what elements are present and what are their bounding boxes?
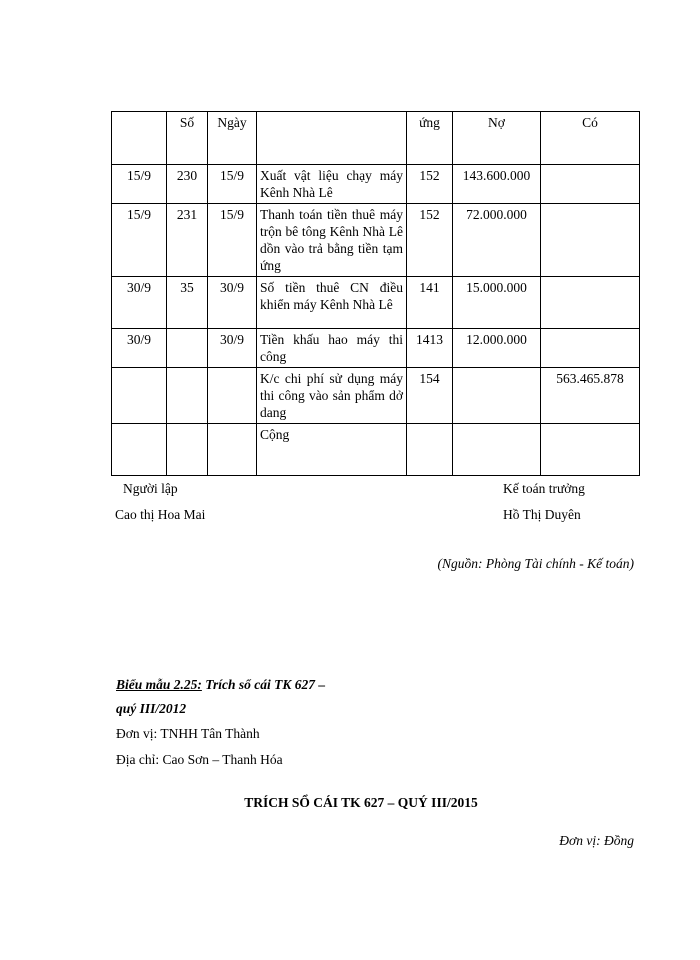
table-cell: 563.465.878 bbox=[541, 368, 640, 424]
table-cell bbox=[167, 368, 208, 424]
ledger-title: TRÍCH SỔ CÁI TK 627 – QUÝ III/2015 bbox=[244, 795, 478, 810]
form-label: Biểu mẫu 2.25: bbox=[116, 677, 202, 692]
table-cell: Số tiền thuê CN điều khiển máy Kênh Nhà Lê bbox=[257, 277, 407, 329]
table-cell: 152 bbox=[407, 165, 453, 204]
table-cell bbox=[453, 424, 541, 476]
table-row bbox=[112, 368, 640, 424]
table-cell: 154 bbox=[407, 368, 453, 424]
table-cell bbox=[208, 368, 257, 424]
table-cell: 231 bbox=[167, 204, 208, 277]
table-cell: 15/9 bbox=[208, 204, 257, 277]
table-cell: 12.000.000 bbox=[453, 329, 541, 368]
table-cell: 152 bbox=[407, 204, 453, 277]
table-cell: 230 bbox=[167, 165, 208, 204]
table-cell bbox=[541, 277, 640, 329]
table-cell: 30/9 bbox=[112, 329, 167, 368]
table-cell bbox=[208, 424, 257, 476]
header-cell bbox=[257, 112, 407, 165]
form-title-rest: Trích sổ cái TK 627 – bbox=[201, 677, 326, 692]
preparer-name: Cao thị Hoa Mai bbox=[115, 507, 206, 522]
currency-unit: Đơn vị: Đồng bbox=[559, 833, 634, 848]
header-cell bbox=[112, 112, 167, 165]
chief-accountant-title: Kế toán trưởng bbox=[503, 481, 585, 496]
table-cell bbox=[541, 424, 640, 476]
source-note: (Nguồn: Phòng Tài chính - Kế toán) bbox=[437, 556, 634, 571]
table-cell: 15/9 bbox=[208, 165, 257, 204]
table-cell bbox=[541, 165, 640, 204]
table-row bbox=[112, 204, 640, 277]
table-cell bbox=[453, 368, 541, 424]
table-cell: 143.600.000 bbox=[453, 165, 541, 204]
table-cell: 15/9 bbox=[112, 204, 167, 277]
company-unit: Đơn vị: TNHH Tân Thành bbox=[116, 726, 260, 741]
table-cell: Cộng bbox=[257, 424, 407, 476]
table-header-row bbox=[112, 112, 640, 165]
table-row bbox=[112, 329, 640, 368]
ledger-table bbox=[111, 111, 640, 476]
header-cell: Ngày bbox=[208, 112, 257, 165]
table-cell: Tiền khấu hao máy thi công bbox=[257, 329, 407, 368]
header-cell: Số bbox=[167, 112, 208, 165]
company-address: Địa chỉ: Cao Sơn – Thanh Hóa bbox=[116, 752, 283, 767]
header-cell: Có bbox=[541, 112, 640, 165]
form-title bbox=[116, 677, 325, 693]
table-cell: 15.000.000 bbox=[453, 277, 541, 329]
form-title-line2: quý III/2012 bbox=[116, 701, 187, 716]
header-cell: ứng bbox=[407, 112, 453, 165]
preparer-title: Người lập bbox=[123, 481, 178, 496]
table-cell: 141 bbox=[407, 277, 453, 329]
table-cell: Xuất vật liệu chạy máy Kênh Nhà Lê bbox=[257, 165, 407, 204]
table-row bbox=[112, 277, 640, 329]
table-row-total bbox=[112, 424, 640, 476]
table-cell bbox=[541, 204, 640, 277]
table-cell: 30/9 bbox=[208, 277, 257, 329]
table-cell: 30/9 bbox=[208, 329, 257, 368]
table-cell: 30/9 bbox=[112, 277, 167, 329]
chief-accountant-name: Hồ Thị Duyên bbox=[503, 507, 581, 522]
header-cell: Nợ bbox=[453, 112, 541, 165]
table-cell bbox=[112, 368, 167, 424]
table-row bbox=[112, 165, 640, 204]
table-cell: K/c chi phí sử dụng máy thi công vào sản phẩm dở dang bbox=[257, 368, 407, 424]
table-cell bbox=[407, 424, 453, 476]
table-cell: 15/9 bbox=[112, 165, 167, 204]
table-cell bbox=[541, 329, 640, 368]
table-cell: 35 bbox=[167, 277, 208, 329]
table-cell bbox=[112, 424, 167, 476]
table-cell: 72.000.000 bbox=[453, 204, 541, 277]
table-cell bbox=[167, 424, 208, 476]
table-cell: Thanh toán tiền thuê máy trộn bê tông Kênh Nhà Lê dồn vào trả bằng tiền tạm ứng bbox=[257, 204, 407, 277]
table-cell bbox=[167, 329, 208, 368]
table-cell: 1413 bbox=[407, 329, 453, 368]
